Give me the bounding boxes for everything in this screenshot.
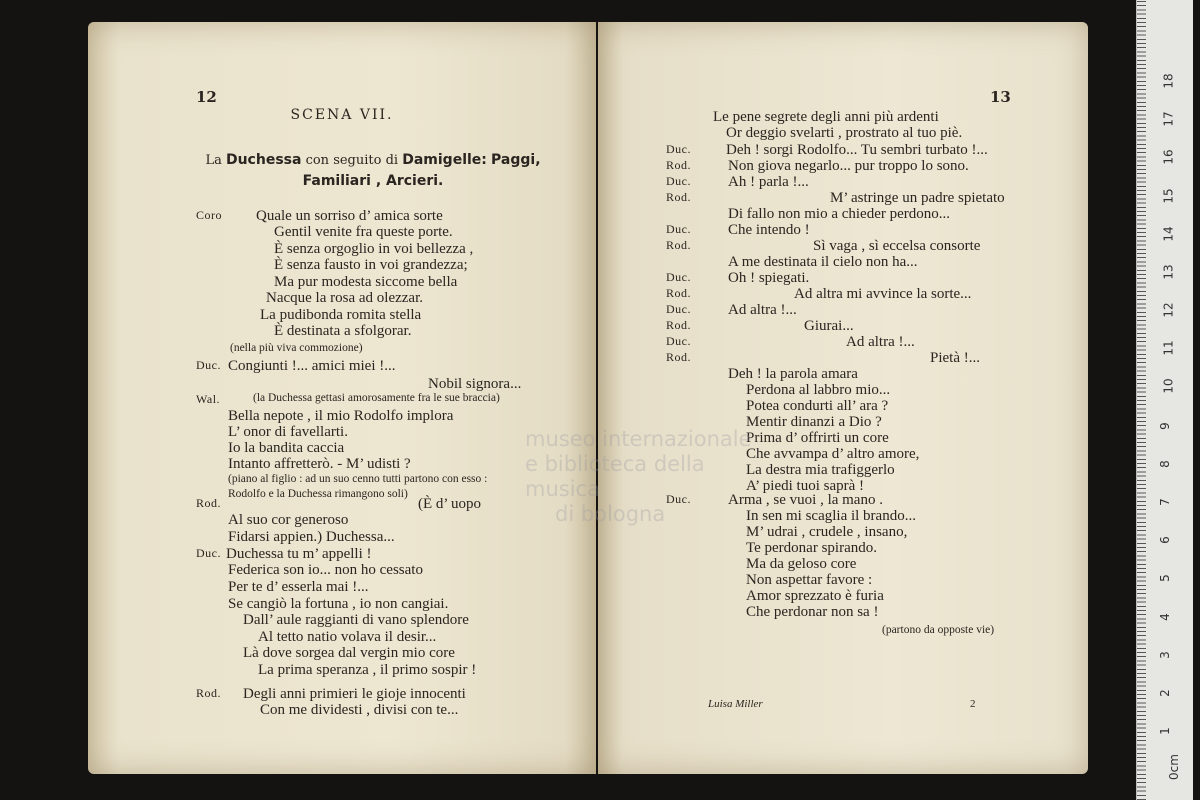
speaker: Rod. (196, 496, 222, 510)
ruler-mark: 1 (1157, 727, 1172, 735)
watermark-line: e biblioteca della musica (525, 452, 705, 501)
verse-line: Degli anni primieri le gioje innocenti (243, 686, 466, 702)
verse-line: M’ udrai , crudele , insano, (746, 524, 908, 540)
speaker: Duc. (666, 142, 691, 156)
verse-line: Ad altra mi avvince la sorte... (794, 286, 972, 302)
speaker: Rod. (666, 190, 692, 204)
verse-line: Sì vaga , sì eccelsa consorte (813, 238, 981, 254)
verse-line: M’ astringe un padre spietato (830, 190, 1005, 206)
page-number-right: 13 (990, 88, 1011, 106)
stage-direction: Rodolfo e la Duchessa rimangono soli) (228, 488, 408, 500)
verse-line: Fidarsi appien.) Duchessa... (228, 529, 395, 545)
verse-line: La pudibonda romita stella (260, 307, 422, 323)
verse-line: Ah ! parla !... (728, 174, 809, 190)
verse-line: A’ piedi tuoi saprà ! (746, 478, 865, 494)
verse-line: Ad altra !... (846, 334, 915, 350)
speaker: Rod. (666, 158, 692, 172)
ruler-mark: 17 (1161, 111, 1176, 127)
verse-line: Pietà !... (930, 350, 980, 366)
ruler-mark: 0cm (1166, 754, 1181, 780)
speaker: Rod. (666, 286, 692, 300)
verse-line: È destinata a sfolgorar. (274, 323, 412, 339)
verse-line: Ad altra !... (728, 302, 797, 318)
ruler-mark: 10 (1161, 378, 1176, 394)
cast-list: La Duchessa con seguito di Damigelle: Paggi, Familiari , Arcieri. (205, 152, 541, 189)
verse-line: Potea condurti all’ ara ? (746, 398, 889, 414)
verse-line: Quale un sorriso d’ amica sorte (256, 208, 443, 224)
verse-line: Se cangiò la fortuna , io non cangiai. (228, 596, 449, 612)
verse-line: Or deggio svelarti , prostrato al tuo piè. (726, 125, 963, 141)
speaker: Wal. (196, 392, 221, 406)
ruler-mark: 14 (1161, 226, 1176, 242)
ruler-mark: 18 (1161, 73, 1176, 89)
verse-line: È senza orgoglio in voi bellezza , (274, 241, 474, 257)
verse-line: Non giova negarlo... pur troppo lo sono. (728, 158, 969, 174)
verse-line: Nacque la rosa ad olezzar. (266, 290, 423, 306)
speaker: Duc. (666, 222, 691, 236)
speaker: Coro (196, 208, 222, 222)
verse-line: Duchessa tu m’ appelli ! (226, 546, 372, 562)
verse-line: Mentir dinanzi a Dio ? (746, 414, 882, 430)
ruler-mark: 15 (1161, 188, 1176, 204)
verse-line: Bella nepote , il mio Rodolfo implora (228, 408, 454, 424)
verse-line: Io la bandita caccia (228, 440, 345, 456)
speaker: Duc. (666, 334, 691, 348)
speaker: Duc. (666, 492, 691, 506)
ruler-mark: 11 (1161, 340, 1176, 356)
verse-line: Te perdonar spirando. (746, 540, 877, 556)
verse-line: Arma , se vuoi , la mano . (728, 492, 883, 508)
scene-heading: SCENA VII. (290, 107, 394, 123)
footer-title: Luisa Miller (708, 698, 763, 710)
speaker: Duc. (666, 174, 691, 188)
verse-line: In sen mi scaglia il brando... (746, 508, 916, 524)
verse-line: Le pene segrete degli anni più ardenti (713, 109, 939, 125)
cast-line2: Familiari , Arcieri. (302, 173, 444, 189)
verse-line: Che intendo ! (728, 222, 810, 238)
stage-direction: (la Duchessa gettasi amorosamente fra le sue braccia) (253, 392, 500, 404)
verse-line: Che perdonar non sa ! (746, 604, 879, 620)
verse-line: Ma pur modesta siccome bella (274, 274, 458, 290)
verse-line: È senza fausto in voi grandezza; (274, 257, 468, 273)
ruler-mark: 16 (1161, 149, 1176, 165)
cast-damigelle: Damigelle (402, 152, 482, 168)
verse-line: Non aspettar favore : (746, 572, 873, 588)
verse-line: Prima d’ offrirti un core (746, 430, 889, 446)
verse-line: Federica son io... non ho cessato (228, 562, 423, 578)
verse-line: Intanto affretterò. - M’ udisti ? (228, 456, 411, 472)
verse-line: Per te d’ esserla mai !... (228, 579, 369, 595)
verse-line: Che avvampa d’ altro amore, (746, 446, 920, 462)
stage-direction: (partono da opposte vie) (882, 624, 995, 636)
ruler-mark: 9 (1157, 422, 1172, 430)
verse-line: Oh ! spiegati. (728, 270, 810, 286)
verse-line: Di fallo non mio a chieder perdono... (728, 206, 951, 222)
ruler-mark: 2 (1157, 689, 1172, 697)
verse-line: Giurai... (804, 318, 854, 334)
speaker: Rod. (666, 318, 692, 332)
ruler-mark: 6 (1157, 536, 1172, 544)
verse-line: Nobil signora... (428, 376, 522, 392)
stage-direction: (piano al figlio : ad un suo cenno tutti partono con esso : (228, 473, 488, 485)
verse-line: Al suo cor generoso (228, 512, 349, 528)
ruler-mark: 8 (1157, 460, 1172, 468)
ruler-mark: 7 (1157, 498, 1172, 506)
speaker: Rod. (666, 238, 692, 252)
ruler-mark: 12 (1161, 302, 1176, 318)
verse-line: Là dove sorgea dal vergin mio core (243, 645, 455, 661)
verse-line: Perdona al labbro mio... (746, 382, 891, 398)
speaker: Duc. (666, 302, 691, 316)
speaker: Duc. (666, 270, 691, 284)
watermark-line: di bologna (555, 502, 666, 526)
speaker: Rod. (666, 350, 692, 364)
right-page (598, 22, 1088, 774)
measuring-ruler (1136, 0, 1193, 800)
ruler-mark: 4 (1157, 613, 1172, 621)
verse-line: Con me dividesti , divisi con te... (260, 702, 459, 718)
museum-watermark (525, 427, 785, 527)
speaker: Rod. (196, 686, 222, 700)
verse-line: La prima speranza , il primo sospir ! (258, 662, 477, 678)
verse-line: Amor sprezzato è furia (746, 588, 884, 604)
verse-line: A me destinata il cielo non ha... (728, 254, 918, 270)
cast-middle: con seguito di (305, 153, 399, 168)
verse-line: Deh ! sorgi Rodolfo... Tu sembri turbato !... (726, 142, 988, 158)
cast-prefix: La (205, 153, 222, 168)
ruler-mark: 13 (1161, 264, 1176, 280)
verse-line: Al tetto natio volava il desir... (258, 629, 437, 645)
signature-mark: 2 (970, 698, 976, 710)
ruler-mark: 3 (1157, 651, 1172, 659)
verse-line: La destra mia trafiggerlo (746, 462, 895, 478)
verse-line: Gentil venite fra queste porte. (274, 224, 453, 240)
watermark-line: museo internazionale (525, 427, 752, 451)
cast-duchessa: Duchessa (225, 152, 302, 168)
page-number-left: 12 (196, 88, 217, 106)
stage-direction: (nella più viva commozione) (230, 342, 363, 354)
cast-paggi: Paggi (491, 152, 536, 168)
verse-line: (È d’ uopo (418, 496, 482, 512)
ruler-mark: 5 (1157, 574, 1172, 582)
verse-line: Congiunti !... amici miei !... (228, 358, 396, 374)
verse-line: Ma da geloso core (746, 556, 857, 572)
left-page (88, 22, 596, 774)
verse-line: L’ onor di favellarti. (228, 424, 348, 440)
speaker: Duc. (196, 358, 221, 372)
verse-line: Dall’ aule raggianti di vano splendore (243, 612, 469, 628)
verse-line: Deh ! la parola amara (728, 366, 858, 382)
speaker: Duc. (196, 546, 221, 560)
